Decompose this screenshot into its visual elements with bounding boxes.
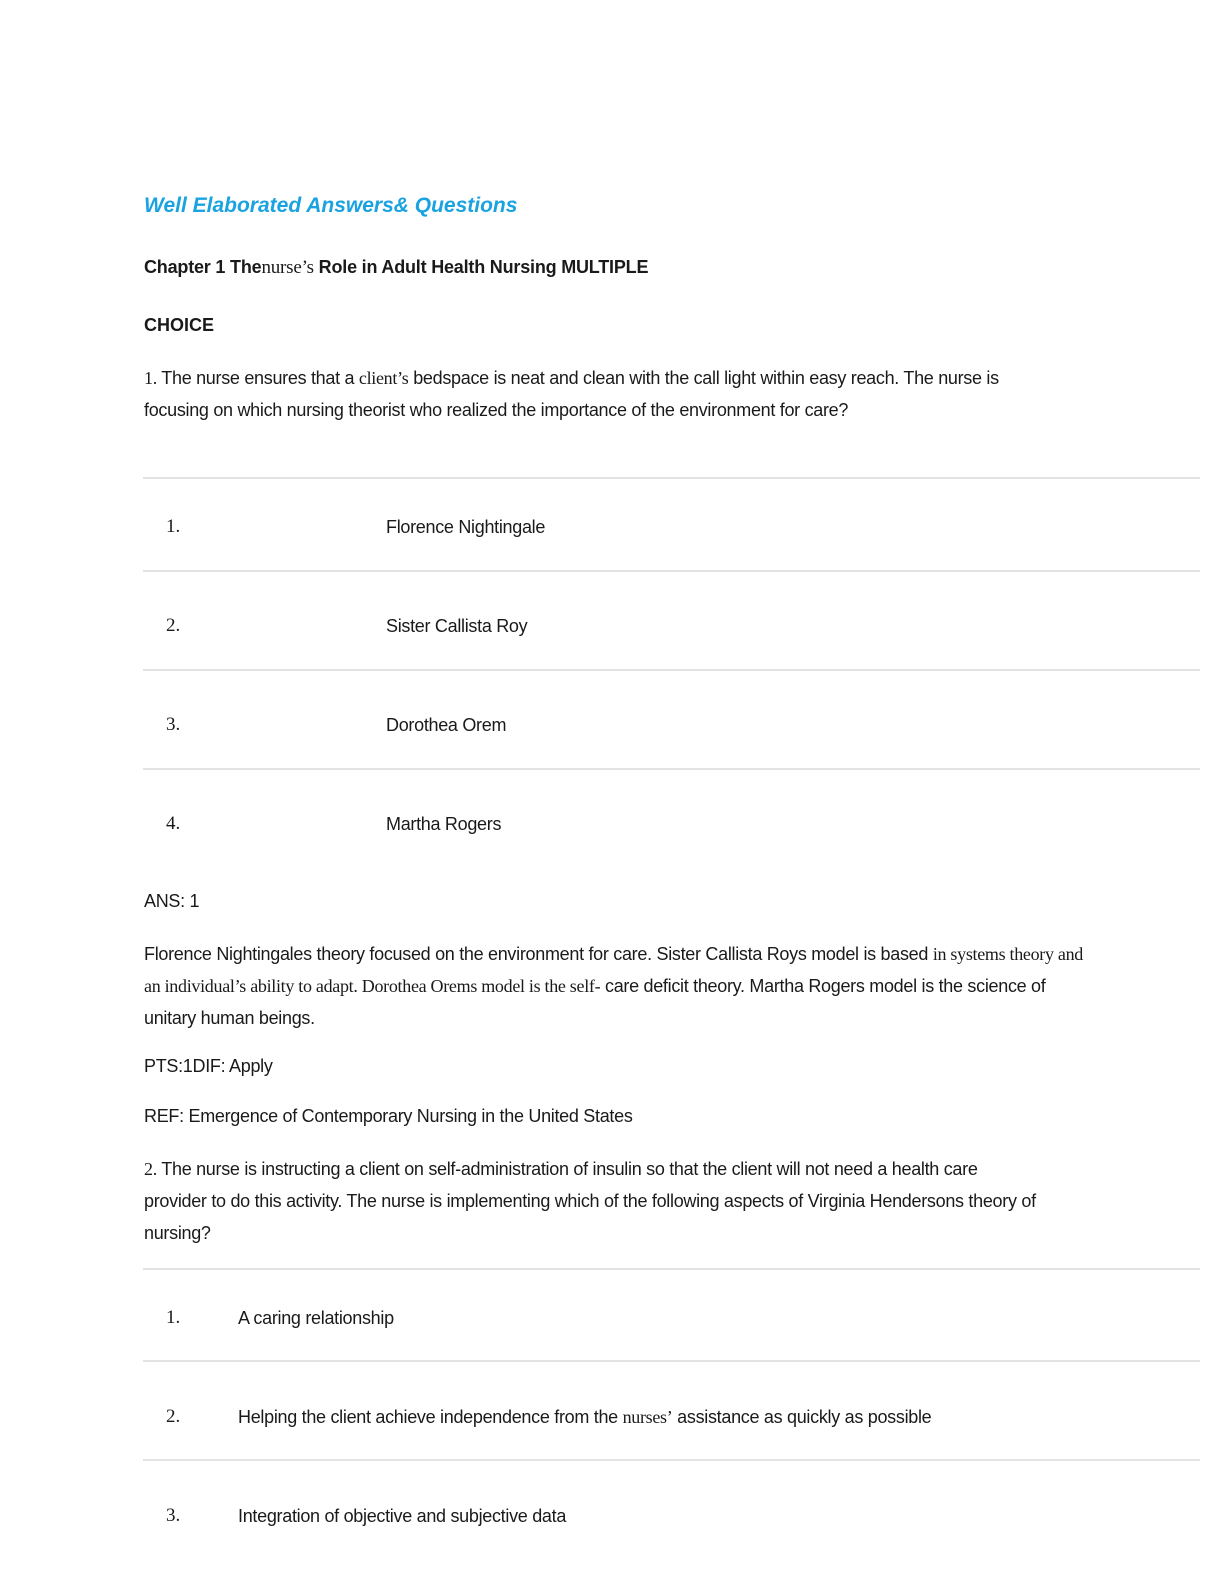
option-divider — [143, 768, 1200, 770]
q2-option-3-label: Integration of objective and subjective data — [238, 1506, 567, 1526]
question-1-reference: REF: Emergence of Contemporary Nursing in the United States — [144, 1106, 633, 1126]
q2-option-2-label-a: Helping the client achieve independence from the — [238, 1407, 623, 1427]
question-1-text-b: bedspace is neat and clean with the call light within easy reach. The nurse is focusing on which nursing theorist who realized the importance of the environment for care? — [144, 368, 999, 420]
q2-option-1-number: 1. — [166, 1307, 181, 1328]
q2-option-3-number: 3. — [166, 1505, 181, 1526]
option-divider — [143, 1268, 1200, 1270]
q2-option-2-label — [238, 1407, 931, 1428]
q1-option-3-number: 3. — [166, 714, 181, 735]
question-1-number: 1. — [144, 368, 157, 388]
q1-option-1-number: 1. — [166, 516, 181, 537]
rationale-text-a: Florence Nightingales theory focused on the environment for care. Sister Callista Roys model is based — [144, 944, 933, 964]
chapter-suffix: Role in Adult Health Nursing MULTIPLE — [313, 257, 649, 277]
chapter-prefix: Chapter 1 The — [144, 257, 262, 277]
q1-option-4-label: Martha Rogers — [386, 814, 502, 834]
q1-option-1-label: Florence Nightingale — [386, 517, 546, 537]
chapter-heading — [144, 257, 648, 279]
q1-option-2-label: Sister Callista Roy — [386, 616, 528, 636]
option-divider — [143, 570, 1200, 572]
rationale-text-b: care deficit theory. Martha Rogers model is the science of unitary human beings. — [144, 976, 1046, 1028]
q1-option-3-label: Dorothea Orem — [386, 715, 507, 735]
option-divider — [143, 1459, 1200, 1461]
question-1-text-a: The nurse ensures that a — [156, 368, 359, 388]
option-divider — [143, 1360, 1200, 1362]
question-1-stem — [144, 362, 1044, 426]
question-1-points-difficulty: PTS:1DIF: Apply — [144, 1056, 273, 1076]
question-1-text-serif: client’s — [358, 368, 409, 388]
question-2-text: The nurse is instructing a client on self-administration of insulin so that the client will not need a health care provider to do this activity. The nurse is implementing which of the following aspects of Virginia Hendersons theory of nursing? — [144, 1159, 1036, 1243]
q2-option-2-label-b: assistance as quickly as possible — [672, 1407, 932, 1427]
q2-option-1-label: A caring relationship — [238, 1308, 394, 1328]
question-2-number: 2. — [144, 1159, 157, 1179]
q2-option-2-number: 2. — [166, 1406, 181, 1427]
question-2-stem — [144, 1153, 1044, 1249]
q2-option-2-label-serif: nurses’ — [622, 1407, 673, 1427]
chapter-heading-continuation: CHOICE — [144, 315, 215, 335]
option-divider — [143, 477, 1200, 479]
question-1-answer: ANS: 1 — [144, 891, 200, 911]
q1-option-2-number: 2. — [166, 615, 181, 636]
chapter-serif-word: nurse’s — [261, 257, 314, 278]
option-divider — [143, 669, 1200, 671]
question-1-rationale — [144, 938, 1084, 1034]
q1-option-4-number: 4. — [166, 813, 181, 834]
rationale-text-serif: in systems theory and an individual’s ability to adapt. Dorothea Orems model is the self- — [144, 944, 1083, 996]
document-header-title: Well Elaborated Answers& Questions — [144, 194, 518, 217]
